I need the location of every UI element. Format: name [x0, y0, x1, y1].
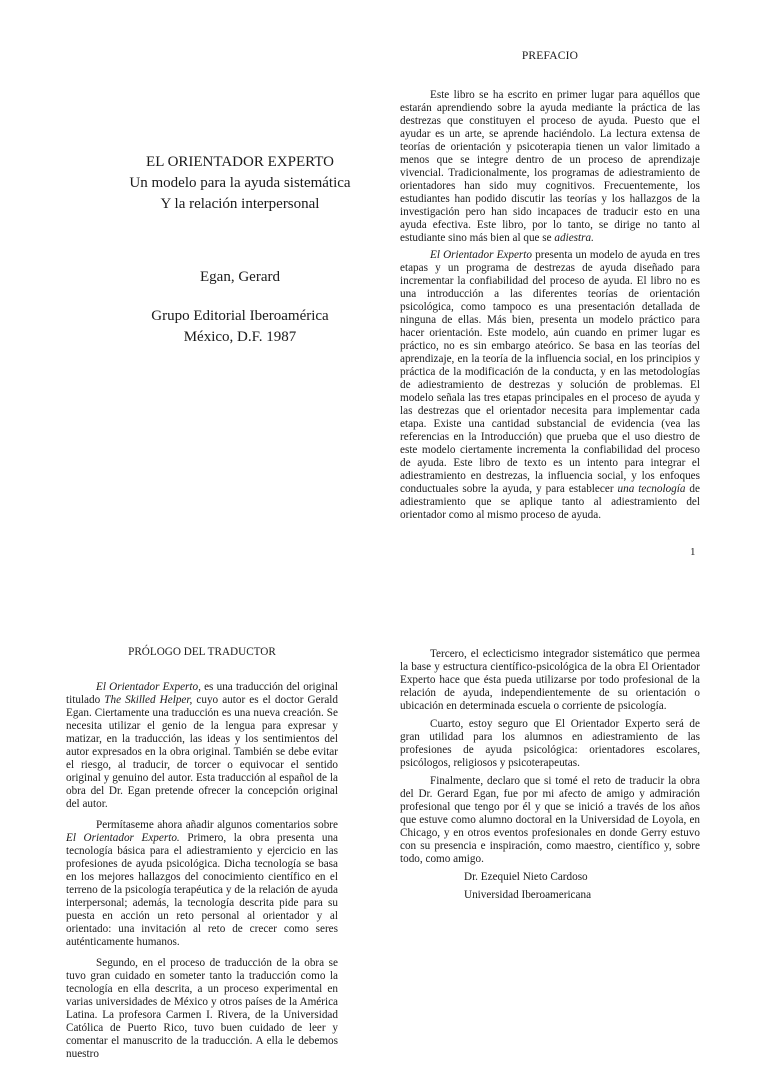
prefacio-heading: PREFACIO: [521, 50, 579, 62]
prologo-section: [66, 646, 338, 1069]
continuation-paragraph-1: Tercero, el eclecticismo integrador sistemático que permea la base y estructura científico-psicológica de la obra El Orientador Experto hace que ésta pueda utilizarse por todo profesional de la relación de ayuda, independientemente de su orientación o ubicación en determinada escuela o corriente de psicología.: [400, 648, 700, 712]
prologo-paragraph-2: Permítaseme ahora añadir algunos comentarios sobre El Orientador Experto. Primero, la obra presenta una tecnología básica para el adiestramiento y ejercicio en las profesiones de ayuda psicológica. Dicha tecnología se basa en los mejores hallazgos del conocimiento científico en el terreno de la psicología terapéutica y de la relación de ayuda interpersonal; además, la tecnología descrita pide para su puesta en acción un reto personal al orientador y al orientado: una invitación al reto de crecer como seres auténticamente humanos.: [66, 819, 339, 948]
book-publisher: Grupo Editorial Iberoamérica: [151, 308, 329, 324]
translator-signature: Dr. Ezequiel Nieto Cardoso: [464, 871, 588, 883]
book-subtitle-2: Y la relación interpersonal: [160, 196, 320, 212]
book-subtitle-1: Un modelo para la ayuda sistemática: [129, 175, 351, 191]
prologo-heading: PRÓLOGO DEL TRADUCTOR: [128, 646, 276, 658]
continuation-paragraph-3: Finalmente, declaro que si tomé el reto de traducir la obra del Dr. Gerard Egan, fue por mi afecto de amigo y admiración profesional que tengo por él y que se inició a través de los años que estuve como alumno doctoral en la Universidad de Loyola, en Chicago, y en otros eventos profesionales en donde Gerry estuvo con su presencia e inspiración, como maestro, científico y, sobre todo, como amigo.: [400, 775, 700, 865]
continuation-paragraph-2: Cuarto, estoy seguro que El Orientador Experto será de gran utilidad para los alumnos en adiestramiento de las profesiones de ayuda psicológica: orientadores escolares, psicólogos, religiosos y psicoterapeutas.: [400, 718, 700, 769]
prefacio-paragraph-2: El Orientador Experto presenta un modelo de ayuda en tres etapas y un programa de destrezas de ayuda diseñado para incrementar la confiabilidad del proceso de ayuda. El libro no es una introducción a las diferentes teorías de orientación psicológica, como tampoco es una presentación detallada de ninguna de ellas. Más bien, presenta un modelo práctico para hacer orientación. Este modelo, aún cuando en primer lugar es práctico, no es sin embargo ateórico. Se basa en las teorías del aprendizaje, en la teoría de la influencia social, en los principios y práctica de la modificación de la conducta, y en las metodologías de adiestramiento de destrezas y solución de problemas. El modelo señala las tres etapas principales en el proceso de ayuda y las destrezas que el orientador necesita para implementar cada etapa. Existe una cantidad substancial de evidencia (vea las referencias en la Introducción) que prueba que el uso diestro de este modelo ciertamente incrementa la confiabilidad del proceso de ayuda. Este libro de texto es un intento para integrar el adiestramiento en destrezas, la influencia social, y los enfoques conductuales sobre la ayuda, y para establecer una tecnología de adiestramiento que se aplique tanto al adiestramiento del orientador como al mismo proceso de ayuda.: [400, 249, 700, 521]
title-block: [110, 152, 370, 348]
book-title: EL ORIENTADOR EXPERTO: [146, 154, 334, 170]
book-author: Egan, Gerard: [200, 269, 280, 285]
prefacio-paragraph-1: Este libro se ha escrito en primer lugar para aquéllos que estarán aprendiendo sobre la ayuda mediante la práctica de las destrezas que constituyen el proceso de ayuda. Puesto que el ayudar es un arte, se aprende haciéndolo. La lectura extensa de teorías de orientación y psicoterapia tienen un valor limitado a menos que se integre dentro de un proceso de aprendizaje vivencial. Tradicionalmente, los programas de adiestramiento de orientadores han sido muy cognitivos. Frecuentemente, los estudiantes han podido discutir las teorías y los hallazgos de la investigación pero han sido incapaces de traducir esto en una ayuda efectiva. Este libro, por lo tanto, se dirige no tanto al estudiante sino más bien al que se adiestra.: [400, 89, 700, 244]
translator-institution: Universidad Iberoamericana: [464, 889, 592, 901]
book-place-year: México, D.F. 1987: [183, 329, 297, 345]
prefacio-section: [400, 50, 700, 526]
prologo-paragraph-3: Segundo, en el proceso de traducción de la obra se tuvo gran cuidado en someter tanto la traducción como la tecnología en ella descrita, a un proceso experimental en varias universidades de México y otros países de la América Latina. La profesora Carmen I. Rivera, de la Universidad Católica de Puerto Rico, tuvo buen cuidado de leer y comentar el manuscrito de la traducción. A ella le debemos nuestro: [66, 957, 338, 1060]
prologo-paragraph-1: El Orientador Experto, es una traducción del original titulado The Skilled Helper, cuyo autor es el doctor Gerald Egan. Ciertamente una traducción es una nueva creación. Se necesita utilizar el genio de la lengua para expresar y matizar, en la traducción, las ideas y los sentimientos del autor expresados en la obra original. También se debe evitar el riesgo, al traducir, de torcer o equivocar el sentido original y genuino del autor. Esta traducción al español de la obra del Dr. Egan pretende ofrecer la concepción original del autor.: [66, 681, 339, 810]
page-number: 1: [690, 546, 696, 558]
prologo-continuation: [400, 648, 700, 907]
